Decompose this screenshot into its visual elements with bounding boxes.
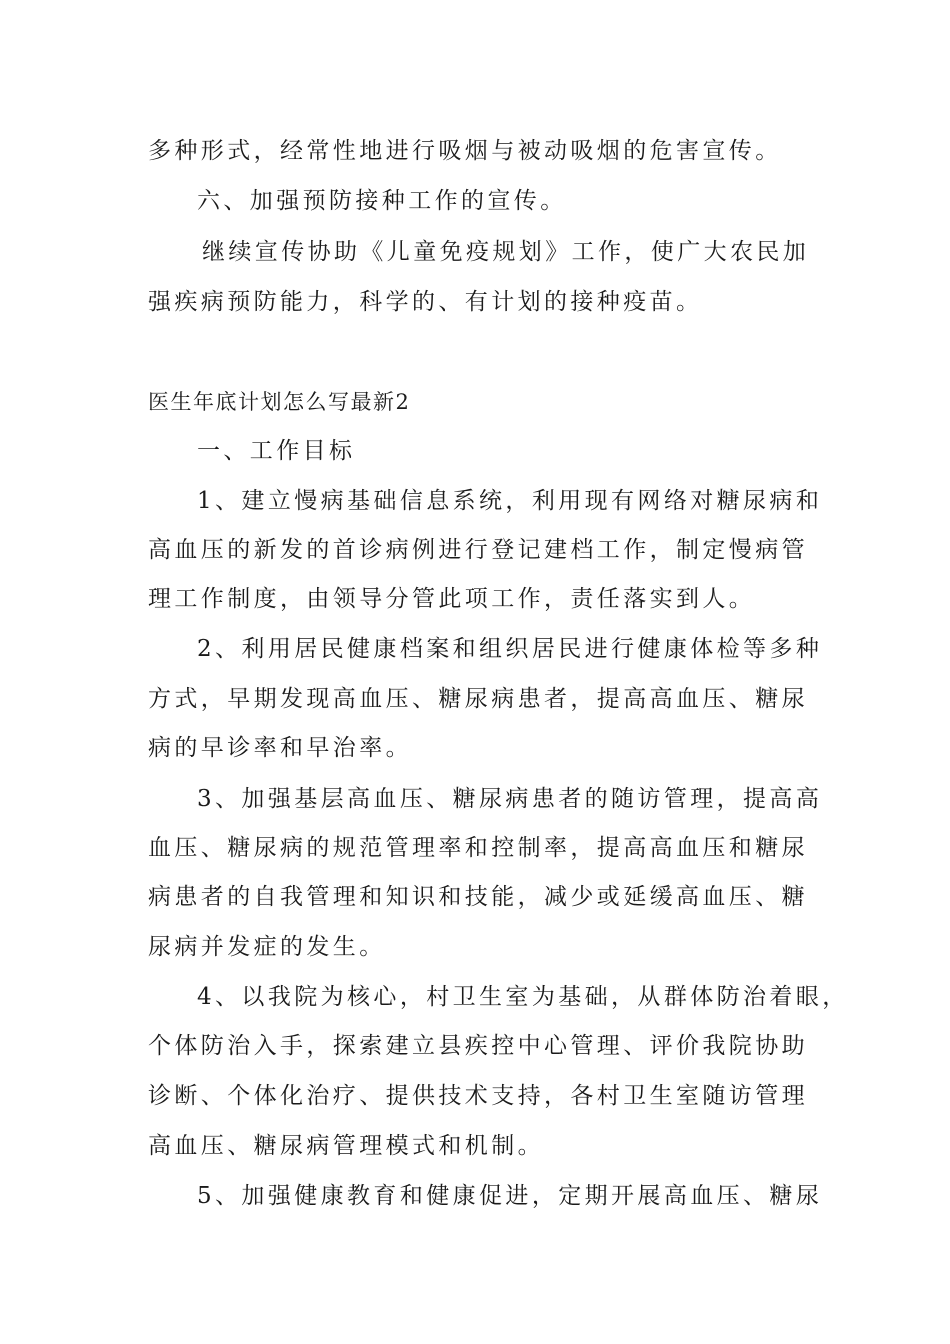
paragraph-line: 血压、糖尿病的规范管理率和控制率，提高高血压和糖尿 [148, 835, 808, 861]
paragraph-line: 方式，早期发现高血压、糖尿病患者，提高高血压、糖尿 [148, 686, 808, 712]
paragraph-line: 尿病并发症的发生。 [148, 934, 386, 960]
paragraph-line: 3、加强基层高血压、糖尿病患者的随访管理，提高高 [197, 786, 823, 812]
paragraph-line: 个体防治入手，探索建立县疾控中心管理、评价我院协助 [148, 1033, 808, 1059]
paragraph-line: 病的早诊率和早治率。 [148, 735, 412, 761]
paragraph-line: 多种形式，经常性地进行吸烟与被动吸烟的危害宣传。 [148, 138, 782, 164]
section-heading-one: 一、工作目标 [197, 438, 356, 464]
paragraph-line: 5、加强健康教育和健康促进，定期开展高血压、糖尿 [197, 1183, 823, 1209]
paragraph-line: 病患者的自我管理和知识和技能，减少或延缓高血压、糖 [148, 884, 808, 910]
document-section-title: 医生年底计划怎么写最新2 [148, 390, 411, 414]
section-heading-six: 六、加强预防接种工作的宣传。 [197, 188, 567, 214]
paragraph-line: 诊断、个体化治疗、提供技术支持，各村卫生室随访管理 [148, 1083, 808, 1109]
paragraph-line: 高血压的新发的首诊病例进行登记建档工作，制定慢病管 [148, 537, 808, 563]
paragraph-line: 强疾病预防能力，科学的、有计划的接种疫苗。 [148, 289, 703, 315]
paragraph-line: 4、以我院为核心，村卫生室为基础，从群体防治着眼， [197, 984, 849, 1010]
paragraph-line: 1、建立慢病基础信息系统，利用现有网络对糖尿病和 [197, 488, 823, 514]
paragraph-line: 高血压、糖尿病管理模式和机制。 [148, 1133, 544, 1159]
paragraph-line: 理工作制度，由领导分管此项工作，责任落实到人。 [148, 586, 756, 612]
paragraph-line: 2、利用居民健康档案和组织居民进行健康体检等多种 [197, 636, 823, 662]
paragraph-line: 继续宣传协助《儿童免疫规划》工作，使广大农民加 [202, 239, 810, 265]
